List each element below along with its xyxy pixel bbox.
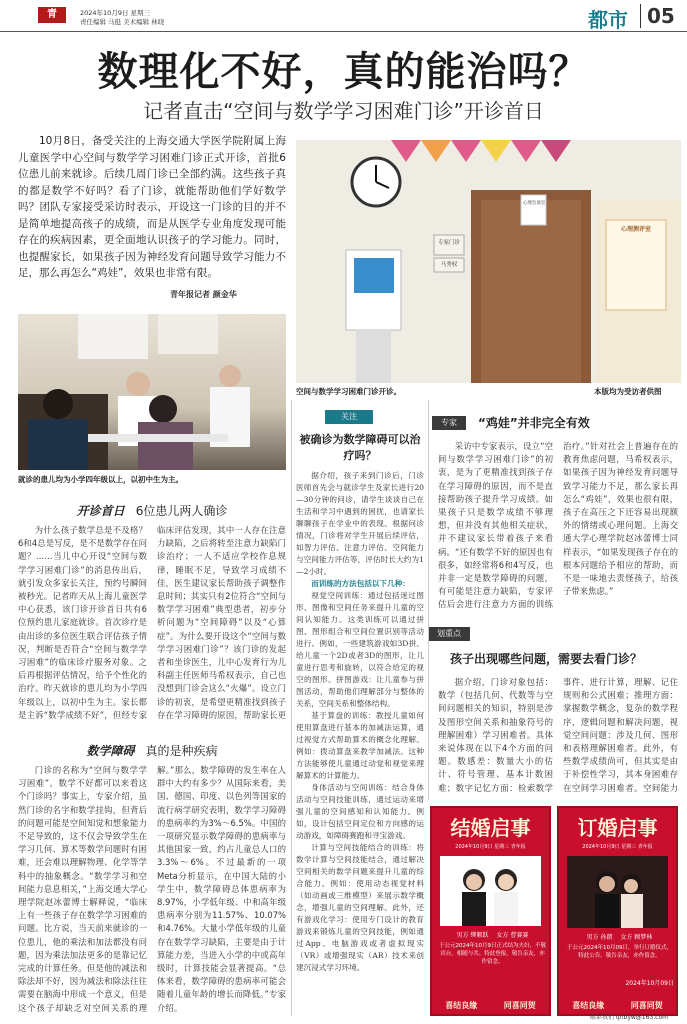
section1-paragraph: 为什么孩子数学总是不及格？6和4总是写反，是不是数学存在问题？……当儿中心开设“空间与数学学习困难门诊”的消息传出后，就引发众多家长关注，预约号瞬间被秒光。记者昨天从上海儿童医学中心获悉，该门诊开诊首日共有6位预约患儿家庭就诊。首次诊疗是由出诊的多位医生联合评估孩子情况，判断是否符合“空间与数学学习困难”的临床诊疗服务对象。之后再根据评估情况，给予个性化的治疗。昨天就诊的患儿均为小学四年级以上，以初中生为主。家长都是主诉“数学成绩不好”，但经专家临床评估发现，其中一人存在注意力缺陷，之后将转至注意力缺陷门诊治疗；一人不适应学校作息规律，睡眠不足，导致学习成绩不佳，医生建议家长帮助孩子调整作息时间；其实只有2位符合“空间与数学学习困难”典型患者，初步分析问题为“空间障碍”以及“心算症”。为什么要开设这个“空间与数学学习困难门诊”？该门诊的发起者和坐诊医生，儿中心发育行为儿科副主任医师马希权表示，自己也没想到门诊会这么“火爆”。设立门诊的初衷，是希望更精准找到孩子存在学习障碍的原因，帮助家长更 — [18, 525, 286, 720]
engagement-ad-footer — [559, 1000, 676, 1011]
section1-text — [18, 524, 286, 734]
focus-method-title: 而训练的方法包括以下几种： — [311, 579, 410, 588]
door-sign: 专家门诊 — [437, 240, 460, 246]
wedding-ad-names — [436, 930, 549, 939]
focus-title: 被确诊为数学障碍可以治疗吗？ — [299, 433, 421, 462]
section2-paragraph: 门诊的名称为“空间与数学学习困难”，数学不好都可以来看这个门诊吗？事实上，专家介绍，虽然门诊的名字和数学挂钩，但背后的问题可能是空间知觉和想象能力不足导致的，这不仅会导致学生在学习几何、算术等数学问题时有困难，还会难以理解物理、化学等学科中的抽象概念。“数学学习和空间能力息息相关，”上海交通大学心理学院赵冰蕾博士解释说，“临床上有一些孩子存在数学学习困难的问题。比方说，当天前来就诊的一位患儿，他的乘法和加法都没有问题，因为乘法加法更多的是靠记忆完成的计算任务。但是他的减法和除法却不好，因为减法和除法往往需要在脑海中形成一个意义，但是这个孩子却缺乏对空间关系的理解。”那么，数学障碍的发生率在人群中大约有多少？从国际来看，美国、德国、印度、以色列等国家的流行病学研究表明，数学学习障碍的患病率约为3%～6.5%。中国的一项研究显示数学障碍的患病率与其他国家一致，约占儿童总人口的3.3%～6%。不过最新的一项Meta分析显示，在中国大陆的小学生中，数学障碍总体患病率为8.97%，小学低年级、中和高年级患病率分别为11.57%、10.07%和4.76%。大量小学低年级的儿童存在数学学习缺陷，主要是由于计算能力差，当进入小学的中或高年级时，计算技能会显著提高。“总体来看，数学障碍的患病率可能会随着儿童年龄的增长而降低。”专家介绍。 — [18, 765, 286, 1013]
keypoint-paragraph: 据介绍，门诊对象包括：数学（包括几何、代数等与空间问题相关的知识，特别是涉及图形空间关系和抽象符号的理解困难）学习困难者。具体来说体现在以下4个方面的问题。数感差：数量大小的估计、符号管理、基本计数困难；数字记忆方面：检索数学事件、进行计算，理解、记住规则和公式困难；推理方面：掌握数学概念，复杂的数学程序，逻辑问题和解决问题，视觉空间问题：涉及几何、图形和表格理解困难者。此外，有些数学成绩尚可，但其实是由于补偿性学习，其本身困难存在空间学习困难者。空间能力 — [438, 677, 678, 793]
engagement-footer-left: 喜结良缘 — [572, 1001, 605, 1010]
focus-text — [296, 470, 424, 1016]
wedding-ad — [430, 806, 551, 1016]
wedding-footer-left: 喜结良缘 — [445, 1001, 478, 1010]
name-plate: 马秀权 — [440, 262, 458, 268]
masthead — [0, 0, 687, 32]
expert-tag-label: 专家 — [441, 418, 457, 427]
focus-tag — [325, 410, 373, 424]
engagement-bride-name: 顾梦林 — [634, 934, 653, 941]
section2-title: 真的是种疾病 — [145, 744, 218, 758]
headline: 数理化不好，真的能治吗？ — [97, 49, 590, 95]
expert-paragraph: 采访中专家表示，设立“空间与数学学习困难门诊”的初衷，是为了更精准找到孩子存在学习障碍的原因，而不是直接帮助孩子提升学习成绩。如果孩子只是数学成绩不够理想，但并没有其他相关症状，并不建议家长带着孩子来看病。“还有数学不好的原因也有很多，如经常将6和4写反，也并非一定是数学障碍的问题，有可能是注意力缺陷，专家评估后会进行注意力方面的训练治疗。”针对社会上普遍存在的教育焦虑问题，马希权表示，如果孩子因为神经发育问题导致学习能力不足，那么家长再怎么“鸡娃”，效果也很有限，孩子在高压之下还容易出现额外的情绪或心理问题。上海交通大学心理学院赵冰蕾博士同样表示，“如果发现孩子存在的根本问题给予相应的帮助，而不是一味地去责怪孩子，给孩子带来焦虑。” — [438, 441, 678, 610]
keypoint-title: 孩子出现哪些问题，需要去看门诊？ — [450, 652, 643, 666]
engagement-ad-text: 于公元2024年10月09日，举行订婚仪式，特此公告。敬告亲友，亦作留念。 — [567, 945, 672, 959]
expert-tag — [432, 416, 466, 430]
expert-text — [438, 440, 678, 618]
column-divider — [428, 400, 429, 800]
byline: 青年报记者 颜金华 — [170, 290, 237, 299]
subheadline: 记者直击“空间与数学学习困难门诊”开诊首日 — [143, 99, 544, 123]
clinic-photo — [18, 314, 286, 470]
focus-paragraph: 据介绍，孩子来到门诊后，门诊医师首先会与就诊学生及家长进行20—30分钟的问诊，请学生谈谈自己在生活和学习中遇到的困扰，也请家长聊聊孩子在学业中的表现。根据问诊情况，门诊将对学生开展后续评估，如智力评估、注意力评估、空间能力与空间能力评估等，评估时长大约为1—2小时。 — [296, 471, 424, 576]
engagement-couple-illustration — [567, 856, 668, 928]
wedding-ad-text: 于公元2024年10月9日正式结为夫妇，不敬宾台，相随与共。特此登报，敬告亲友，亦作留念。 — [439, 943, 546, 965]
section2-text — [18, 764, 286, 1018]
keypoint-tag — [428, 627, 470, 641]
editor-line: 责任编辑 马挺 美术编辑 林晓 — [80, 18, 165, 26]
wedding-ad-date: 2024年10月9日 星期三 青年报 — [455, 844, 526, 850]
section-name: 都市 — [588, 8, 628, 32]
section1-title: 6位患儿两人确诊 — [135, 504, 228, 518]
clinic-door-illustration — [296, 140, 681, 383]
wedding-groom-label: 男方 — [456, 932, 469, 939]
wedding-bride-name: 曹赛赛 — [510, 932, 529, 939]
photo1-caption: 就诊的患儿均为小学四年级以上，以初中生为主。 — [18, 475, 183, 484]
focus-method4: 计算与空间技能结合的训练：将数学计算与空间技能结合，通过解决空间相关的数学问题来提升儿童的综合能力。例如：使用动态视觉材料（如动画或三维模型）来展示数学概念，增强儿童的空间理解。此外，还有游戏化学习：使用专门设计的教育游戏来锻炼儿童的空间技能，例如通过App、电脑游戏或者虚拟现实（VR）或增强现实（AR）技术来创建沉浸式学习环境。 — [296, 843, 424, 972]
focus-method3: 身体活动与空间训练：结合身体活动与空间技能训练，通过运动来增强儿童的空间感知和认知能力。例如，设计包括空间定位和方向感的运动游戏，如障碍赛跑和寻宝游戏。 — [296, 783, 424, 840]
wedding-ad-photo — [440, 856, 541, 926]
engagement-ad-photo — [567, 856, 668, 928]
date-line: 2024年10月9日 星期三 — [80, 9, 151, 17]
clinic-scene-illustration — [18, 314, 286, 470]
page-number: 05 — [640, 4, 675, 28]
focus-tag-label: 关注 — [341, 412, 357, 421]
keypoint-tag-label: 划重点 — [437, 629, 461, 638]
engagement-ad-date: 2024年10月9日 星期三 青年报 — [582, 844, 653, 850]
engagement-bride-label: 女方 — [620, 934, 633, 941]
keypoint-text — [438, 676, 678, 802]
engagement-ad-title: 订婚启事 — [577, 816, 658, 840]
engagement-footer-right: 同喜同贺 — [630, 1001, 663, 1010]
focus-method1: 视觉空间训练：通过包括迷过图形、图像和空间任务来提升儿童的空间认知能力。这类训练可以通过拼图、图形组合和空间位置识别等活动进行。例如，一些建筑游戏如3D拼、给儿童一个2D或者3D的图形，让儿童进行思考和旋转，以符合给定的视空的图形。拼图游戏：让儿童参与拼图活动，帮助他们理解部分与整体的关系，空间关系和整体结构。 — [296, 591, 424, 708]
wall-sign: 心理会谈室 — [522, 201, 546, 206]
engagement-groom-name: 孙朗 — [600, 934, 613, 941]
couple-illustration — [440, 856, 541, 926]
wedding-bride-label: 女方 — [496, 932, 509, 939]
wedding-ad-footer — [432, 1000, 549, 1011]
engagement-ad-names — [563, 932, 676, 941]
poster-title: 心理测评室 — [620, 226, 651, 233]
column-divider — [291, 400, 292, 1016]
section1-tag: 开诊首日 — [76, 504, 125, 518]
expert-title: “鸡娃”并非完全有效 — [478, 416, 590, 430]
wedding-footer-right: 同喜同贺 — [503, 1001, 536, 1010]
engagement-ad-date2: 2024年10月09日 — [625, 980, 674, 987]
lead-paragraph: 10月8日，备受关注的上海交通大学医学院附属上海儿童医学中心空间与数学学习困难门诊正式开诊，首批6位患儿前来就诊。后续几周门诊已全部约满。这些孩子真的都是数学不好吗？看了门诊，就能帮助他们学好数学吗？团队专家接受采访时表示，开设这一门诊的目的并不是简单地提高孩子的成绩，而是从医学专业角度发现可能存在的疾病因素，更全面地认识孩子的学习能力。同时，也提醒家长，如果孩子因为神经发育问题导致学习能力不足，那么再怎么“鸡娃”，效果也非常有限。 — [18, 135, 286, 279]
section2-tag: 数学障碍 — [86, 744, 135, 758]
focus-method2: 基于算盘的训练：教授儿童如何使用算盘进行基本的加减法运算，通过视觉方式帮助算术的概念化理解。例如：拨动算盘来教学加减法。这种方法能够使儿童通过动觉和视觉来理解算术的计算能力。 — [296, 711, 424, 780]
wedding-ad-title: 结婚启事 — [450, 816, 531, 840]
masthead-logo-icon: 青 — [38, 7, 66, 23]
section2-header — [18, 740, 286, 759]
wedding-groom-name: 缪顺跃 — [470, 932, 489, 939]
engagement-groom-label: 男方 — [586, 934, 599, 941]
footer-contact: 联系我们 qnbyw@163.com — [590, 1014, 668, 1021]
section1-header — [18, 500, 286, 519]
photo2-caption: 空间与数学学习困难门诊开诊。 — [296, 387, 401, 396]
photo-credit: 本版均为受访者供图 — [594, 387, 662, 396]
clinic-door-photo — [296, 140, 681, 383]
engagement-ad — [557, 806, 678, 1016]
